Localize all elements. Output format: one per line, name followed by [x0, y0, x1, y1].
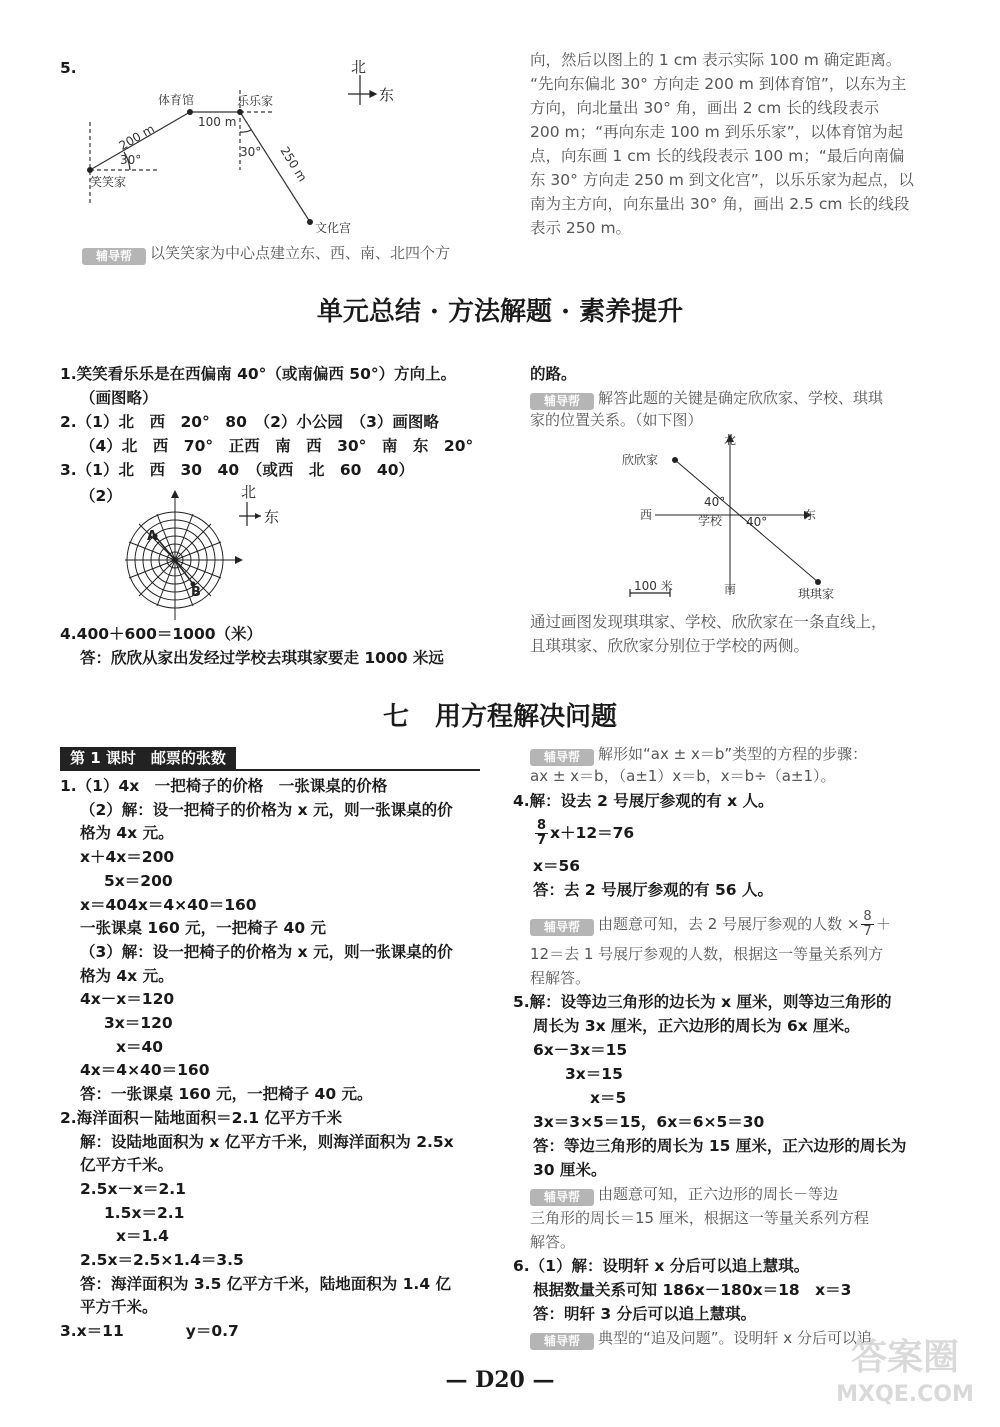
map-south: 南	[724, 582, 737, 596]
heading-unit-summary: 单元总结 · 方法解题 · 素养提升	[316, 297, 684, 327]
tip-7b-c: 程解答。	[530, 969, 591, 987]
point-a: A	[147, 529, 158, 544]
label-gym: 体育馆	[158, 93, 195, 107]
compass-east: 东	[379, 86, 395, 104]
tip-icon: 辅导帮	[82, 248, 146, 265]
sum-line-3: 3.（1）北 西 30 40 （或西 北 60 40）	[60, 461, 414, 479]
q5-line-a: 5.解：设等边三角形的边长为 x 厘米，则等边三角形的	[513, 993, 892, 1011]
page-number-dash-right: —	[524, 1367, 555, 1393]
tip-icon: 辅导帮	[530, 1189, 594, 1206]
label-angle-30b: 30°	[240, 145, 262, 159]
q5-line-c: 6x－3x＝15	[533, 1041, 628, 1059]
q5-line-g: 答：等边三角形的周长为 15 厘米，正六边形的周长为	[533, 1137, 907, 1155]
sum-right-1: 的路。	[530, 365, 577, 383]
s5-right-line: 方向，向北量出 30° 角，画出 2 cm 长的线段表示	[530, 99, 880, 117]
left-answer-line: 3x＝120	[104, 1014, 173, 1032]
left-answer-line: 4x＝4×40＝160	[80, 1061, 210, 1080]
school-map-diagram	[600, 430, 880, 610]
s5-right-line: 200 m；“再向东走 100 m 到乐乐家”，以体育馆为起	[530, 123, 904, 141]
page-number: — D20 —	[445, 1367, 555, 1393]
tip-5: 辅导帮 以笑笑家为中心点建立东、西、南、北四个方	[82, 243, 450, 265]
q5-line-e: x＝5	[590, 1089, 627, 1107]
tip-icon: 辅导帮	[530, 919, 594, 936]
left-answer-line: （2）解：设一把椅子的价格为 x 元，则一张课桌的价	[80, 800, 453, 819]
left-answer-line: x＝404x＝4×40＝160	[80, 895, 257, 914]
sum-line-1: 1.笑笑看乐乐是在西偏南 40°（或南偏西 50°）方向上。	[60, 365, 457, 383]
q5-line-b: 周长为 3x 厘米，正六边形的周长为 6x 厘米。	[533, 1017, 860, 1035]
s5-right-line: 东 30° 方向走 250 m 到文化宫”，以乐乐家为起点，以	[530, 171, 914, 189]
tip-7b: 辅导帮 由题意可知，去 2 号展厅参观的人数 × $\frac{8}{7}$ ＋	[530, 910, 891, 939]
sum-line-4: 4.400＋600＝1000（米）	[60, 625, 263, 643]
left-answer-line: 一张课桌 160 元，一把椅子 40 元	[80, 919, 327, 938]
page-number-dash-left: —	[445, 1367, 476, 1393]
route-diagram	[60, 50, 480, 245]
map-angle-1: 40°	[704, 495, 726, 509]
watermark-url: MXQE.COM	[836, 1382, 974, 1407]
sum-right-3: 且琪琪家、欣欣家分别位于学校的两侧。	[530, 637, 810, 655]
map-west: 西	[640, 508, 653, 522]
map-qiqi: 琪琪家	[798, 587, 835, 601]
tip-icon: 辅导帮	[530, 1333, 594, 1350]
tip-7a: 辅导帮 解形如“ax ± x＝b”类型的方程的步骤：	[530, 744, 867, 766]
tip-7c-c: 解答。	[530, 1233, 576, 1251]
label-100m: 100 m	[198, 115, 237, 129]
tip-7a-b: ax ± x＝b，（a±1）x＝b，x＝b÷（a±1）。	[530, 767, 836, 785]
label-angle-30a: 30°	[120, 153, 142, 167]
label-xiao: 笑笑家	[90, 175, 127, 189]
map-scale: 100 米	[634, 579, 673, 593]
left-answer-line: 2.5x＝2.5×1.4＝3.5	[80, 1251, 244, 1269]
polar-north: 北	[241, 483, 257, 501]
q6-line-c: 答：明轩 3 分后可以追上慧琪。	[533, 1305, 757, 1323]
map-xinxin: 欣欣家	[622, 453, 659, 467]
map-school: 学校	[698, 514, 723, 528]
tip-7b-b: 12＝去 1 号展厅参观的人数，根据这一等量关系列方	[530, 945, 884, 963]
sum-line-3b: （2）	[80, 487, 122, 505]
watermark-logo: 答案圈	[850, 1337, 959, 1378]
q5-line-d: 3x＝15	[565, 1065, 623, 1083]
sum-right-2: 通过画图发现琪琪家、学校、欣欣家在一条直线上，	[530, 613, 887, 631]
lesson-bar	[60, 747, 480, 771]
point-b: B	[191, 585, 201, 600]
left-answer-line: 平方千米。	[80, 1298, 158, 1317]
tip-fraction: $\frac{8}{7}$	[863, 909, 872, 939]
lesson-title: 第 1 课时 邮票的张数	[60, 747, 236, 769]
left-answer-line: 3.x＝11 y＝0.7	[60, 1322, 239, 1341]
left-answer-line: （3）解：设一把椅子的价格为 x 元，则一张课桌的价	[80, 942, 453, 961]
left-answer-line: 答：海洋面积为 3.5 亿平方千米，陆地面积为 1.4 亿	[80, 1274, 452, 1293]
q4-fraction: $\frac{8}{7}$	[537, 818, 547, 848]
tip-sum-b: 家的位置关系。（如下图）	[530, 411, 703, 429]
s5-right-line: 南为主方向，向东量出 30° 角，画出 2.5 cm 长的线段	[530, 195, 910, 213]
heading-chapter-7: 七 用方程解决问题	[382, 702, 617, 732]
q6-line-a: 6.（1）解：设明轩 x 分后可以追上慧琪。	[513, 1257, 810, 1275]
sum-line-2b: （4）北 西 70° 正西 南 西 30° 南 东 20°	[80, 437, 474, 455]
q6-line-b: 根据数量关系可知 186x－180x＝18 x＝3	[533, 1281, 852, 1299]
q4-line: 4.解：设去 2 号展厅参观的有 x 人。	[513, 792, 774, 810]
q4-answer: 答：去 2 号展厅参观的有 56 人。	[533, 881, 773, 899]
left-answer-line: 5x＝200	[104, 871, 173, 890]
map-north: 北	[724, 433, 737, 447]
label-250m: 250 m	[277, 144, 310, 185]
left-answer-line: 答：一张课桌 160 元，一把椅子 40 元。	[80, 1085, 373, 1104]
sum-line-2: 2.（1）北 西 20° 80 （2）小公园 （3）画图略	[60, 413, 439, 431]
left-answer-line: 4x－x＝120	[80, 990, 175, 1009]
tip-7c: 辅导帮 由题意可知，正六边形的周长－等边	[530, 1184, 838, 1206]
s5-right-line: 向，然后以图上的 1 cm 表示实际 100 m 确定距离。	[530, 51, 902, 69]
tip-icon: 辅导帮	[530, 393, 594, 410]
polar-east: 东	[264, 508, 280, 526]
label-lele: 乐乐家	[237, 94, 274, 108]
s5-right-line: 表示 250 m。	[530, 219, 632, 237]
s5-right-line: 点，向东画 1 cm 长的线段表示 100 m；“最后向南偏	[530, 147, 905, 165]
left-answer-line: 2.5x－x＝2.1	[80, 1179, 186, 1198]
tip-icon: 辅导帮	[530, 749, 594, 766]
left-answer-line: x＋4x＝200	[80, 848, 175, 867]
question-5-number: 5.	[60, 59, 77, 77]
left-answer-line: 解：设陆地面积为 x 亿平方千米，则海洋面积为 2.5x	[80, 1132, 454, 1151]
left-answer-line: 2.海洋面积－陆地面积＝2.1 亿平方千米	[60, 1108, 343, 1127]
compass-north: 北	[351, 58, 367, 76]
map-angle-2: 40°	[746, 515, 768, 529]
tip-7c-b: 三角形的周长＝15 厘米，根据这一等量关系列方程	[530, 1209, 869, 1227]
tip-7d: 辅导帮 典型的“追及问题”。设明轩 x 分后可以追	[530, 1328, 872, 1350]
label-200m: 200 m	[116, 121, 157, 153]
tip-sum: 辅导帮 解答此题的关键是确定欣欣家、学校、琪琪	[530, 388, 883, 410]
compass-top	[348, 75, 376, 105]
map-east: 东	[804, 508, 817, 522]
polar-grid-diagram	[115, 480, 295, 640]
q5-line-f: 3x＝3×5＝15，6x＝6×5＝30	[533, 1113, 765, 1131]
left-answer-line: 格为 4x 元。	[80, 966, 174, 985]
left-answer-line: x＝40	[116, 1037, 164, 1056]
left-answer-line: 格为 4x 元。	[80, 824, 174, 843]
sum-line-1b: （画图略）	[80, 389, 158, 407]
left-answer-line: 1.（1）4x 一把椅子的价格 一张课桌的价格	[60, 777, 388, 795]
sum-line-4b: 答：欣欣从家出发经过学校去琪琪家要走 1000 米远	[80, 649, 444, 667]
s5-right-line: “先向东偏北 30° 方向走 200 m 到体育馆”，以东为主	[530, 75, 907, 93]
q5-line-h: 30 厘米。	[533, 1161, 607, 1179]
label-wenhua: 文化宫	[315, 221, 352, 235]
q4-equation: $\frac{8}{7}$ x＋12＝76	[537, 818, 635, 848]
left-answer-line: x＝1.4	[116, 1227, 169, 1246]
q4-solution: x＝56	[533, 857, 581, 875]
left-answer-line: 1.5x＝2.1	[104, 1203, 185, 1222]
left-answer-line: 亿平方千米。	[80, 1156, 174, 1175]
